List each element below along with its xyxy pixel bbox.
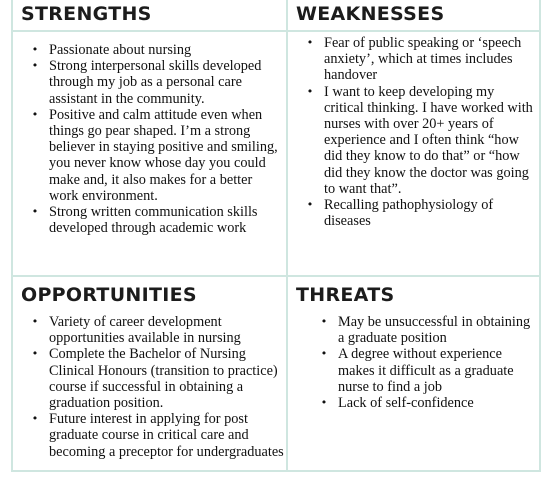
list-item bbox=[316, 314, 532, 346]
threats-list bbox=[316, 314, 532, 411]
list-item bbox=[302, 84, 534, 197]
list-item-text: Variety of career development opportunities available in nursing bbox=[49, 314, 241, 347]
list-item bbox=[27, 314, 285, 346]
list-item-text: Fear of public speaking or ‘speech anxiety’, which at times includes handover bbox=[324, 35, 522, 84]
strengths-list bbox=[27, 42, 285, 236]
list-item-text: Passionate about nursing bbox=[49, 42, 192, 58]
strengths-header bbox=[13, 0, 286, 32]
list-item-text: Lack of self-confidence bbox=[338, 395, 474, 412]
threats-heading: THREATS bbox=[296, 284, 395, 306]
opportunities-header bbox=[13, 277, 286, 307]
opportunities-list bbox=[27, 314, 285, 460]
bullet-icon: • bbox=[320, 396, 328, 410]
list-item-text: Strong written communication skills developed through academic work bbox=[49, 204, 258, 237]
strengths-cell bbox=[13, 0, 288, 277]
bullet-icon: • bbox=[31, 412, 39, 426]
list-item bbox=[302, 35, 534, 84]
list-item bbox=[316, 395, 532, 411]
bullet-icon: • bbox=[320, 347, 328, 361]
bullet-icon: • bbox=[31, 205, 39, 219]
bullet-icon: • bbox=[31, 107, 39, 121]
list-item bbox=[27, 346, 285, 411]
list-item-text: A degree without experience makes it difficult as a graduate nurse to find a job bbox=[338, 346, 514, 395]
list-item-text: Complete the Bachelor of Nursing Clinical Honours (transition to practice) course if successful in obtaining a graduation position. bbox=[49, 346, 278, 412]
strengths-heading: STRENGTHS bbox=[21, 3, 152, 25]
threats-cell bbox=[288, 277, 539, 470]
bullet-icon: • bbox=[31, 315, 39, 328]
list-item-text: I want to keep developing my critical thinking. I have worked with nurses with over 20+ years of experience and I often think “how did they know to do that” or “how did they know the doctor was going to want that”. bbox=[324, 83, 533, 197]
list-item-text: May be unsuccessful in obtaining a graduate position bbox=[338, 314, 531, 347]
list-item bbox=[27, 411, 285, 460]
weaknesses-heading: WEAKNESSES bbox=[296, 3, 445, 25]
bullet-icon: • bbox=[31, 347, 39, 361]
bullet-icon: • bbox=[306, 84, 314, 98]
list-item-text: Future interest in applying for post graduate course in critical care and becoming a preceptor for undergraduates bbox=[49, 411, 284, 460]
swot-table bbox=[11, 0, 541, 472]
opportunities-heading: OPPORTUNITIES bbox=[21, 284, 197, 306]
list-item bbox=[27, 107, 285, 204]
bullet-icon: • bbox=[306, 198, 314, 212]
list-item bbox=[302, 197, 534, 229]
list-item-text: Strong interpersonal skills developed through my job as a personal care assistant in the community. bbox=[49, 58, 262, 107]
weaknesses-header bbox=[288, 0, 539, 32]
list-item bbox=[27, 42, 285, 58]
list-item bbox=[27, 58, 285, 107]
list-item bbox=[316, 346, 532, 395]
threats-header bbox=[288, 277, 539, 307]
list-item bbox=[27, 204, 285, 236]
list-item-text: Positive and calm attitude even when things go pear shaped. I’m a strong believer in staying positive and smiling, you never know whose day you could make and, it also makes for a better work environment. bbox=[49, 106, 278, 204]
bullet-icon: • bbox=[31, 59, 39, 73]
opportunities-cell bbox=[13, 277, 288, 470]
bullet-icon: • bbox=[31, 43, 39, 56]
bullet-icon: • bbox=[306, 36, 314, 49]
weaknesses-list bbox=[302, 35, 534, 229]
weaknesses-cell bbox=[288, 0, 539, 277]
bullet-icon: • bbox=[320, 315, 328, 328]
list-item-text: Recalling pathophysiology of diseases bbox=[324, 197, 494, 230]
